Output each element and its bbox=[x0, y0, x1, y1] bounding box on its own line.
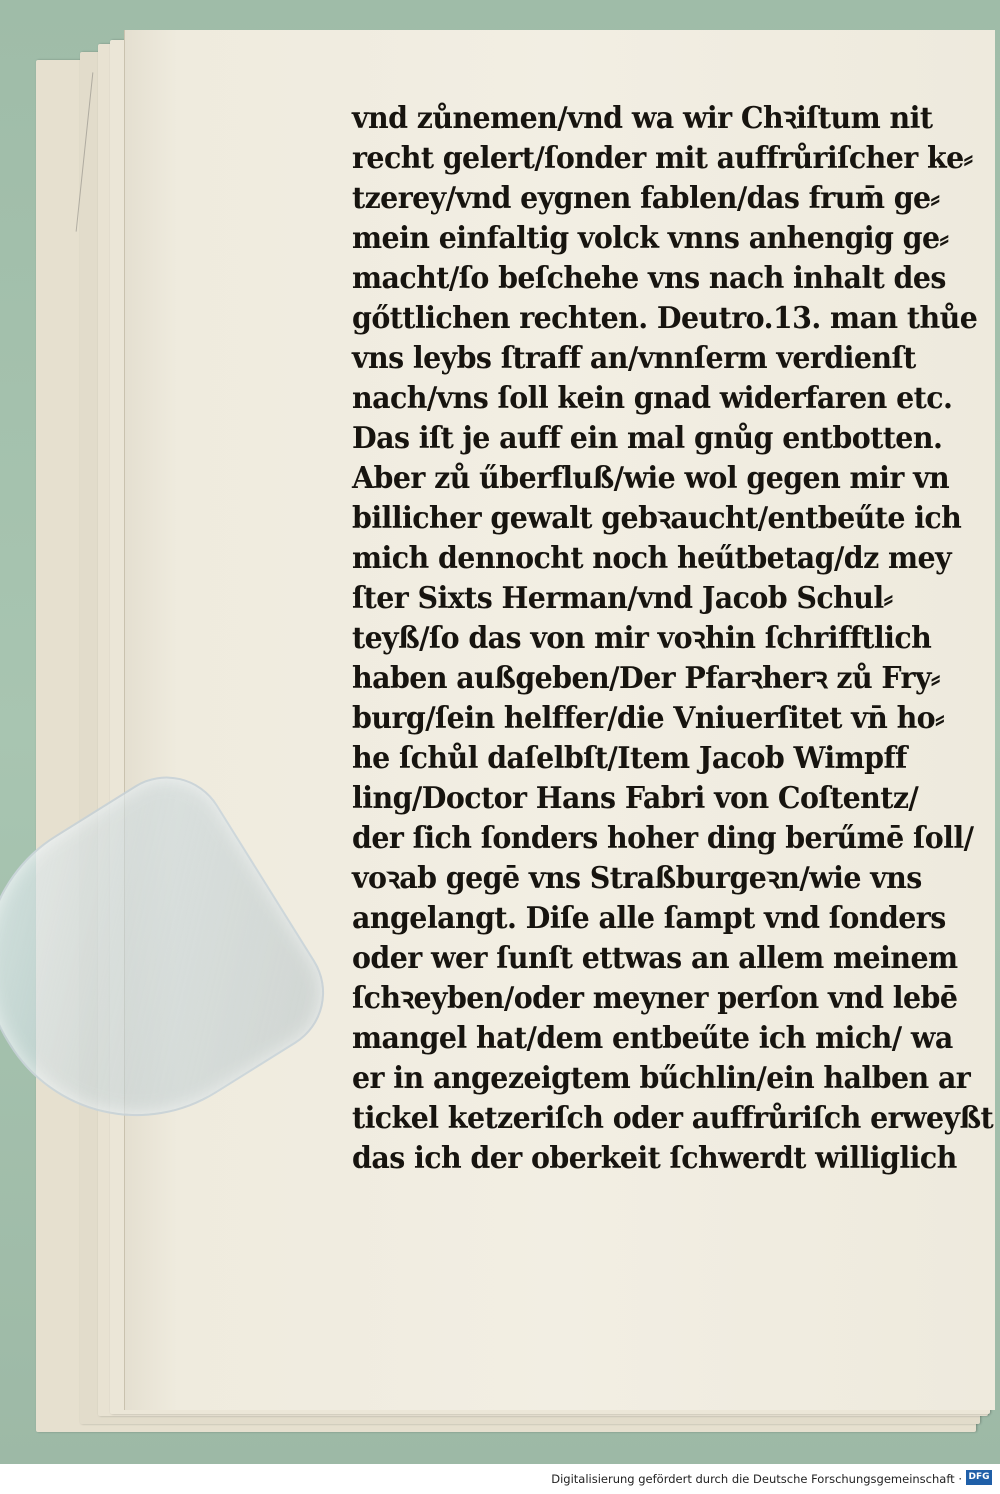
funding-credit: Digitalisierung gefördert durch die Deutsche Forschungsgemeinschaft · bbox=[551, 1472, 962, 1486]
text-line: haben außgeben/Der Pfarꝛherꝛ zů Fry⸗ bbox=[352, 660, 940, 695]
footer-bar bbox=[0, 1464, 1000, 1494]
text-line: Das iſt je auff ein mal gnůg entbotten. bbox=[352, 420, 943, 455]
dfg-logo: DFG bbox=[966, 1470, 992, 1485]
text-line: macht/ſo beſchehe vns nach inhalt des bbox=[352, 260, 946, 295]
text-line: ſter Sixts Herman/vnd Jacob Schul⸗ bbox=[352, 580, 893, 615]
text-line: teyß/ſo das von mir voꝛhin ſchrifftlich bbox=[352, 620, 932, 655]
text-line: das ich der oberkeit ſchwerdt williglich bbox=[352, 1140, 957, 1175]
text-line: oder wer ſunſt ettwas an allem meinem bbox=[352, 940, 958, 975]
text-line: er in angezeigtem bűchlin/ein halben ar bbox=[352, 1060, 971, 1095]
text-line: gőttlichen rechten. Deutro.13. man thůe bbox=[352, 300, 978, 335]
text-line: billicher gewalt gebꝛaucht/entbeűte ich bbox=[352, 500, 962, 535]
text-line: burg/ſein helffer/die Vniuerſitet vn̄ ho⸗ bbox=[352, 700, 944, 735]
text-line: mein einfaltig volck vnns anhengig ge⸗ bbox=[352, 220, 949, 255]
text-line: Aber zů űberfluß/wie wol gegen mir vn bbox=[352, 460, 950, 495]
text-line: vns leybs ſtraff an/vnnſerm verdienſt bbox=[352, 340, 916, 375]
text-block bbox=[352, 98, 994, 1178]
text-line: angelangt. Diſe alle ſampt vnd ſonders bbox=[352, 900, 946, 935]
text-line: recht gelert/ſonder mit auffrůriſcher ke⸗ bbox=[352, 140, 973, 175]
text-line: tickel ketzeriſch oder auffrůriſch erweyßt bbox=[352, 1100, 994, 1135]
text-line: der ſich ſonders hoher ding berűmē ſoll/ bbox=[352, 820, 974, 855]
text-line: mich dennocht noch heűtbetag/dz mey bbox=[352, 540, 952, 575]
text-line: mangel hat/dem entbeűte ich mich/ wa bbox=[352, 1020, 953, 1055]
text-line: vnd zůnemen/vnd wa wir Chꝛiſtum nit bbox=[352, 100, 933, 135]
text-line: ſchꝛeyben/oder meyner perſon vnd lebē bbox=[352, 980, 958, 1015]
text-line: he ſchůl daſelbſt/Item Jacob Wimpff bbox=[352, 740, 907, 775]
text-line: ling/Doctor Hans Fabri von Coſtentz/ bbox=[352, 780, 919, 815]
text-line: nach/vns ſoll kein gnad widerfaren etc. bbox=[352, 380, 953, 415]
text-line: tzerey/vnd eygnen fablen/das frum̄ ge⸗ bbox=[352, 180, 940, 215]
text-line: voꝛab gegē vns Straßburgeꝛn/wie vns bbox=[352, 860, 922, 895]
